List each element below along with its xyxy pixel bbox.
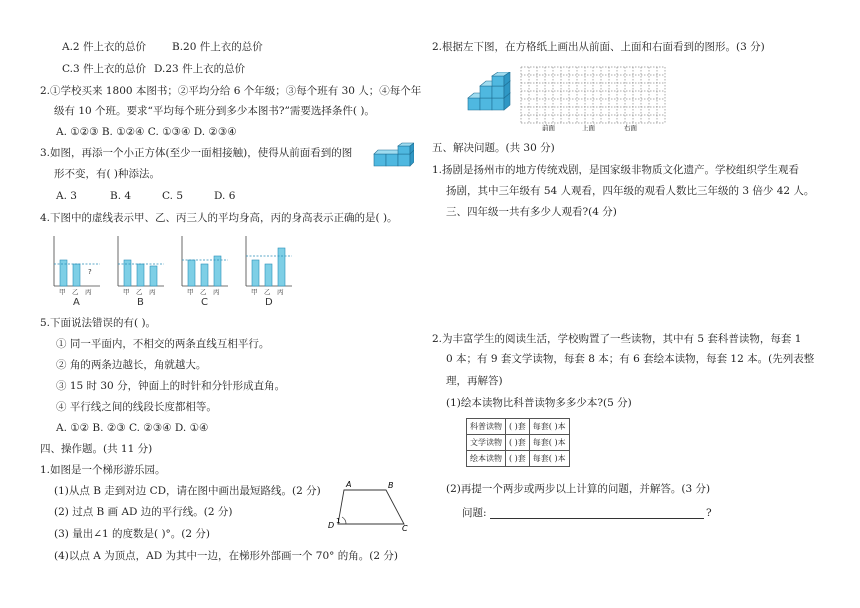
- q2-options: A. ①②③ B. ①②④ C. ①③④ D. ②③④: [56, 126, 237, 138]
- section4-item-4: (4)以点 A 为顶点，AD 为其中一边，在梯形外部画一个 70° 的角。(2 分): [54, 550, 398, 562]
- bar-label: 甲: [187, 288, 194, 296]
- trap-label-d: D: [328, 521, 335, 530]
- bar-label: 乙: [200, 288, 207, 296]
- q3-line1: 3.如图，再添一个小正方体(至少一面相接触)，使得从前面看到的图: [40, 147, 353, 159]
- table-cell: 绘本读物: [467, 451, 506, 467]
- cube-stack-figure: [462, 72, 514, 118]
- bar: [137, 264, 144, 286]
- table-row: [467, 419, 570, 435]
- bar: [265, 264, 272, 286]
- q4-line1: 4.下图中的虚线表示甲、乙、丙三人的平均身高，丙的身高表示正确的是( )。: [40, 212, 398, 224]
- table-row: [467, 451, 570, 467]
- grid-label-right: 右面: [624, 124, 637, 132]
- q3-line2: 形不变，有( )种添法。: [54, 168, 161, 180]
- grid-label-front: 前面: [542, 124, 555, 132]
- panel-option-label: D: [265, 297, 273, 306]
- q1-option-b: B.20 件上衣的总价: [172, 41, 263, 53]
- dashed-grid: [520, 66, 666, 134]
- q3-option-c: C. 5: [162, 190, 184, 202]
- bar-label: 甲: [251, 288, 258, 296]
- q4-bar-charts: [52, 232, 304, 306]
- table-cell: ( )套: [506, 419, 530, 435]
- answer-line[interactable]: [490, 518, 704, 519]
- question-end: ?: [706, 507, 712, 519]
- bar: [201, 264, 208, 286]
- q5-line1: 5.下面说法错误的有( )。: [40, 317, 157, 329]
- panel-option-label: B: [137, 297, 144, 306]
- bar-label: 甲: [123, 288, 130, 296]
- table-cell: 文学读物: [467, 435, 506, 451]
- question-mark: ?: [88, 268, 92, 276]
- section5-title: 五、解决问题。(共 30 分): [432, 142, 555, 154]
- trapezoid-figure: [322, 478, 414, 532]
- trap-label-c: C: [402, 524, 408, 532]
- q5-item-4: ④ 平行线之间的线段长度都相等。: [56, 401, 217, 413]
- q3-option-a: A. 3: [56, 190, 77, 202]
- bar-label: 乙: [136, 288, 143, 296]
- q5-item-3: ③ 15 时 30 分，钟面上的时针和分针形成直角。: [56, 380, 286, 392]
- grid-label-top: 上面: [582, 124, 595, 132]
- q3-option-d: D. 6: [214, 190, 236, 202]
- bar-label: 丙: [85, 288, 92, 296]
- table-cell: 科普读物: [467, 419, 506, 435]
- table-cell: ( )套: [506, 435, 530, 451]
- bar: [214, 256, 221, 286]
- right-q2-line1: 2.根据左下图，在方格纸上画出从前面、上面和右面看到的图形。(3 分): [432, 41, 765, 53]
- q2-line1: 2.①学校买来 1800 本图书；②平均分给 6 个年级；③每个班有 30 人；④每个年: [40, 85, 422, 97]
- q3-cube-figure: [372, 142, 414, 170]
- bar: [150, 266, 157, 286]
- section4-item-2: (2) 过点 B 画 AD 边的平行线。(2 分): [54, 506, 233, 518]
- q1-option-d: D.23 件上衣的总价: [154, 63, 246, 75]
- q3-option-b: B. 4: [110, 190, 132, 202]
- bar-label: 丙: [149, 288, 156, 296]
- panel-option-label: C: [201, 297, 208, 306]
- q1-option-a: A.2 件上衣的总价: [62, 41, 146, 53]
- q5-options: A. ①② B. ②③ C. ②③④ D. ①④: [56, 422, 209, 434]
- bar: [252, 260, 259, 286]
- bar-label: 丙: [213, 288, 220, 296]
- section5-q1-line1: 1.扬剧是扬州市的地方传统戏剧，是国家级非物质文化遗产。学校组织学生观看: [432, 164, 800, 176]
- section5-q2-line2: 0 本；有 9 套文学读物，每套 8 本；有 6 套绘本读物，每套 12 本。(先列表整: [446, 353, 815, 365]
- trap-label-b: B: [388, 481, 394, 490]
- section4-title: 四、操作题。(共 11 分): [40, 443, 153, 455]
- bar: [73, 264, 80, 286]
- section5-q1-line3: 三、四年级一共有多少人观看?(4 分): [446, 206, 617, 218]
- table-cell: 每套( )本: [529, 435, 569, 451]
- table-cell: 每套( )本: [529, 451, 569, 467]
- section5-q2-line3: 理，再解答): [446, 375, 503, 387]
- section4-item-3: (3) 量出∠1 的度数是( )°。(2 分): [54, 528, 211, 540]
- section4-item-1: (1)从点 B 走到对边 CD，请在图中画出最短路线。(2 分): [54, 485, 321, 497]
- table-row: [467, 435, 570, 451]
- trap-angle-1: 1: [336, 517, 341, 525]
- q2-line2: 级有 10 个班。要求“平均每个班分到多少本图书?”需要选择条件( )。: [54, 105, 375, 117]
- table-cell: ( )套: [506, 451, 530, 467]
- reading-table: [466, 418, 570, 467]
- bar-label: 乙: [72, 288, 79, 296]
- panel-option-label: A: [73, 297, 80, 306]
- bar-label: 甲: [59, 288, 66, 296]
- section5-sub2: (2)再提一个两步或两步以上计算的问题，并解答。(3 分): [446, 483, 711, 495]
- bar-label: 乙: [264, 288, 271, 296]
- question-label: 问题:: [462, 507, 487, 519]
- table-cell: 每套( )本: [529, 419, 569, 435]
- section5-q1-line2: 扬剧，其中三年级有 54 人观看，四年级的观看人数比三年级的 3 倍少 42 人。: [446, 185, 815, 197]
- section5-sub1: (1)绘本读物比科普读物多多少本?(5 分): [446, 397, 632, 409]
- trap-label-a: A: [346, 480, 352, 489]
- bar: [188, 260, 195, 286]
- q1-option-c: C.3 件上衣的总价: [62, 63, 147, 75]
- section4-q1: 1.如图是一个梯形游乐园。: [40, 464, 166, 476]
- bar: [278, 248, 285, 286]
- bar-label: 丙: [277, 288, 284, 296]
- section5-q2-line1: 2.为丰富学生的阅读生活，学校购置了一些读物，其中有 5 套科普读物，每套 1: [432, 333, 802, 345]
- q5-item-1: ① 同一平面内，不相交的两条直线互相平行。: [56, 338, 270, 350]
- q5-item-2: ② 角的两条边越长，角就越大。: [56, 359, 207, 371]
